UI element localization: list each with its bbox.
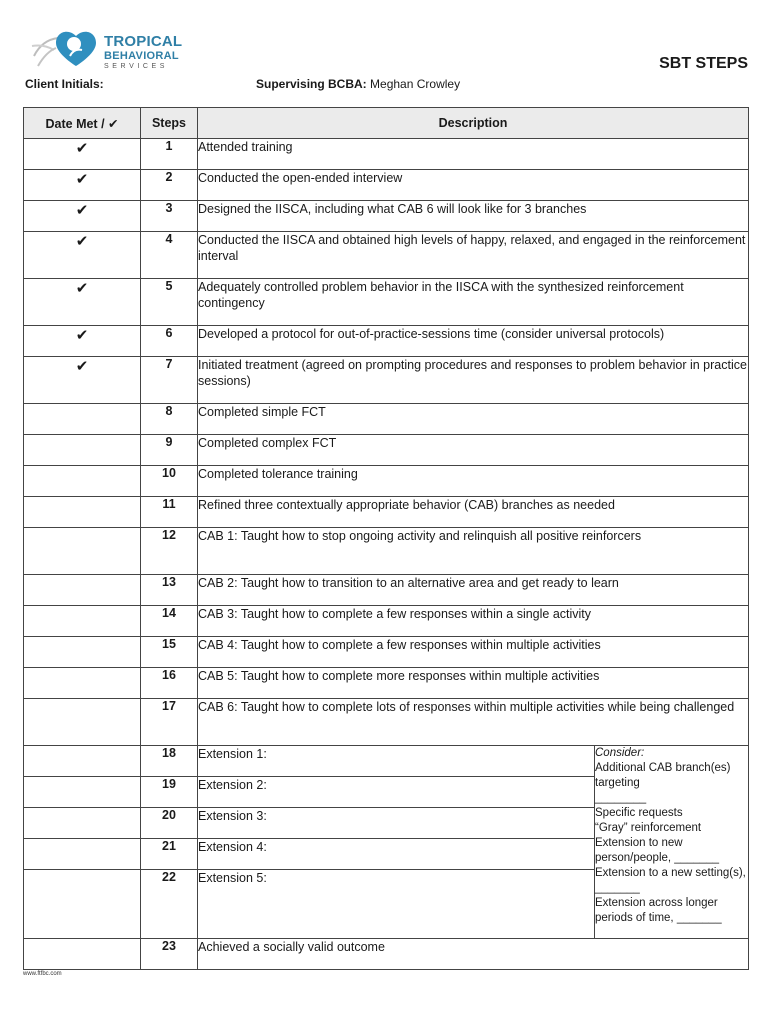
table-row [24, 746, 749, 777]
footer-url: www.ftfbc.com [23, 971, 62, 977]
table-row [24, 668, 749, 699]
step-description: Completed simple FCT [198, 404, 749, 435]
table-row [24, 606, 749, 637]
table-row [24, 939, 749, 970]
step-description: Conducted the open-ended interview [198, 170, 749, 201]
step-number: 8 [141, 404, 198, 435]
consider-heading: Consider: [595, 747, 645, 759]
step-number: 22 [141, 870, 198, 939]
date-met-cell[interactable] [24, 404, 141, 435]
step-description: Extension 3: [198, 808, 595, 839]
date-met-cell[interactable]: ✔ [24, 201, 141, 232]
table-row [24, 699, 749, 746]
step-number: 12 [141, 528, 198, 575]
step-description: Extension 4: [198, 839, 595, 870]
date-met-cell[interactable] [24, 699, 141, 746]
page-title: SBT STEPS [659, 55, 748, 72]
bcba-value: Meghan Crowley [370, 77, 461, 91]
logo-line2: BEHAVIORAL [104, 50, 179, 62]
date-met-cell[interactable] [24, 575, 141, 606]
step-number: 6 [141, 326, 198, 357]
step-number: 7 [141, 357, 198, 404]
step-description: CAB 1: Taught how to stop ongoing activity and relinquish all positive reinforcers [198, 528, 749, 575]
step-description: CAB 3: Taught how to complete a few responses within a single activity [198, 606, 749, 637]
date-met-cell[interactable]: ✔ [24, 357, 141, 404]
date-met-cell[interactable] [24, 808, 141, 839]
date-met-cell[interactable] [24, 668, 141, 699]
step-description: Completed complex FCT [198, 435, 749, 466]
supervising-bcba [256, 77, 460, 91]
table-row [24, 357, 749, 404]
date-met-cell[interactable] [24, 497, 141, 528]
step-number: 15 [141, 637, 198, 668]
date-met-cell[interactable] [24, 435, 141, 466]
step-description: Achieved a socially valid outcome [198, 939, 749, 970]
date-met-cell[interactable] [24, 870, 141, 939]
date-met-cell[interactable] [24, 777, 141, 808]
date-met-cell[interactable]: ✔ [24, 232, 141, 279]
header-description: Description [198, 108, 749, 139]
step-number: 5 [141, 279, 198, 326]
step-number: 16 [141, 668, 198, 699]
logo-text [104, 34, 182, 71]
consider-line: Extension to a new setting(s), _______ [595, 867, 746, 894]
step-number: 10 [141, 466, 198, 497]
step-number: 3 [141, 201, 198, 232]
date-met-cell[interactable] [24, 939, 141, 970]
table-row [24, 326, 749, 357]
step-number: 14 [141, 606, 198, 637]
date-met-cell[interactable] [24, 839, 141, 870]
heart-head-icon [56, 32, 96, 66]
table-row [24, 497, 749, 528]
consider-line: “Gray” reinforcement [595, 822, 702, 834]
table-row [24, 435, 749, 466]
date-met-cell[interactable] [24, 606, 141, 637]
step-description: Initiated treatment (agreed on prompting procedures and responses to problem behavior in practice sessions) [198, 357, 749, 404]
step-number: 1 [141, 139, 198, 170]
consider-line: Extension across longer periods of time, _______ [595, 897, 722, 924]
table-row [24, 279, 749, 326]
date-met-cell[interactable]: ✔ [24, 326, 141, 357]
step-number: 19 [141, 777, 198, 808]
step-number: 2 [141, 170, 198, 201]
header-steps: Steps [141, 108, 198, 139]
step-number: 11 [141, 497, 198, 528]
step-number: 21 [141, 839, 198, 870]
table-row [24, 575, 749, 606]
table-row [24, 466, 749, 497]
date-met-cell[interactable] [24, 637, 141, 668]
consider-line: ________ [595, 792, 647, 804]
table-row [24, 170, 749, 201]
step-description: Designed the IISCA, including what CAB 6 will look like for 3 branches [198, 201, 749, 232]
bcba-label: Supervising BCBA: [256, 77, 367, 91]
step-description: CAB 6: Taught how to complete lots of responses within multiple activities while being challenged [198, 699, 749, 746]
logo-line1: TROPICAL [104, 33, 183, 50]
step-description: CAB 4: Taught how to complete a few responses within multiple activities [198, 637, 749, 668]
date-met-cell[interactable] [24, 746, 141, 777]
step-number: 9 [141, 435, 198, 466]
consider-line: Additional CAB branch(es) targeting [595, 762, 731, 789]
step-number: 23 [141, 939, 198, 970]
step-description: Completed tolerance training [198, 466, 749, 497]
step-description: Attended training [198, 139, 749, 170]
sbt-steps-table [23, 107, 749, 970]
consider-line: Extension to new person/people, _______ [595, 837, 720, 864]
step-number: 20 [141, 808, 198, 839]
step-description: Extension 1: [198, 746, 595, 777]
step-description: Extension 2: [198, 777, 595, 808]
step-description: CAB 2: Taught how to transition to an alternative area and get ready to learn [198, 575, 749, 606]
date-met-cell[interactable] [24, 528, 141, 575]
table-row [24, 637, 749, 668]
table-row [24, 404, 749, 435]
table-row [24, 139, 749, 170]
date-met-cell[interactable] [24, 466, 141, 497]
step-description: Refined three contextually appropriate behavior (CAB) branches as needed [198, 497, 749, 528]
step-number: 17 [141, 699, 198, 746]
step-number: 13 [141, 575, 198, 606]
table-row [24, 201, 749, 232]
palm-icon [32, 38, 58, 66]
step-description: Extension 5: [198, 870, 595, 939]
consider-note [595, 746, 749, 939]
step-description: CAB 5: Taught how to complete more responses within multiple activities [198, 668, 749, 699]
table-row [24, 528, 749, 575]
date-met-cell[interactable]: ✔ [24, 279, 141, 326]
step-description: Developed a protocol for out-of-practice-sessions time (consider universal protocols) [198, 326, 749, 357]
step-description: Adequately controlled problem behavior in the IISCA with the synthesized reinforcement contingency [198, 279, 749, 326]
date-met-cell[interactable]: ✔ [24, 139, 141, 170]
table-row [24, 232, 749, 279]
client-initials-label: Client Initials: [25, 77, 104, 91]
date-met-cell[interactable]: ✔ [24, 170, 141, 201]
step-description: Conducted the IISCA and obtained high levels of happy, relaxed, and engaged in the reinforcement interval [198, 232, 749, 279]
step-number: 18 [141, 746, 198, 777]
header-date-met: Date Met / ✔ [24, 108, 141, 139]
step-number: 4 [141, 232, 198, 279]
logo-line3: SERVICES [104, 63, 169, 70]
consider-line: Specific requests [595, 807, 683, 819]
